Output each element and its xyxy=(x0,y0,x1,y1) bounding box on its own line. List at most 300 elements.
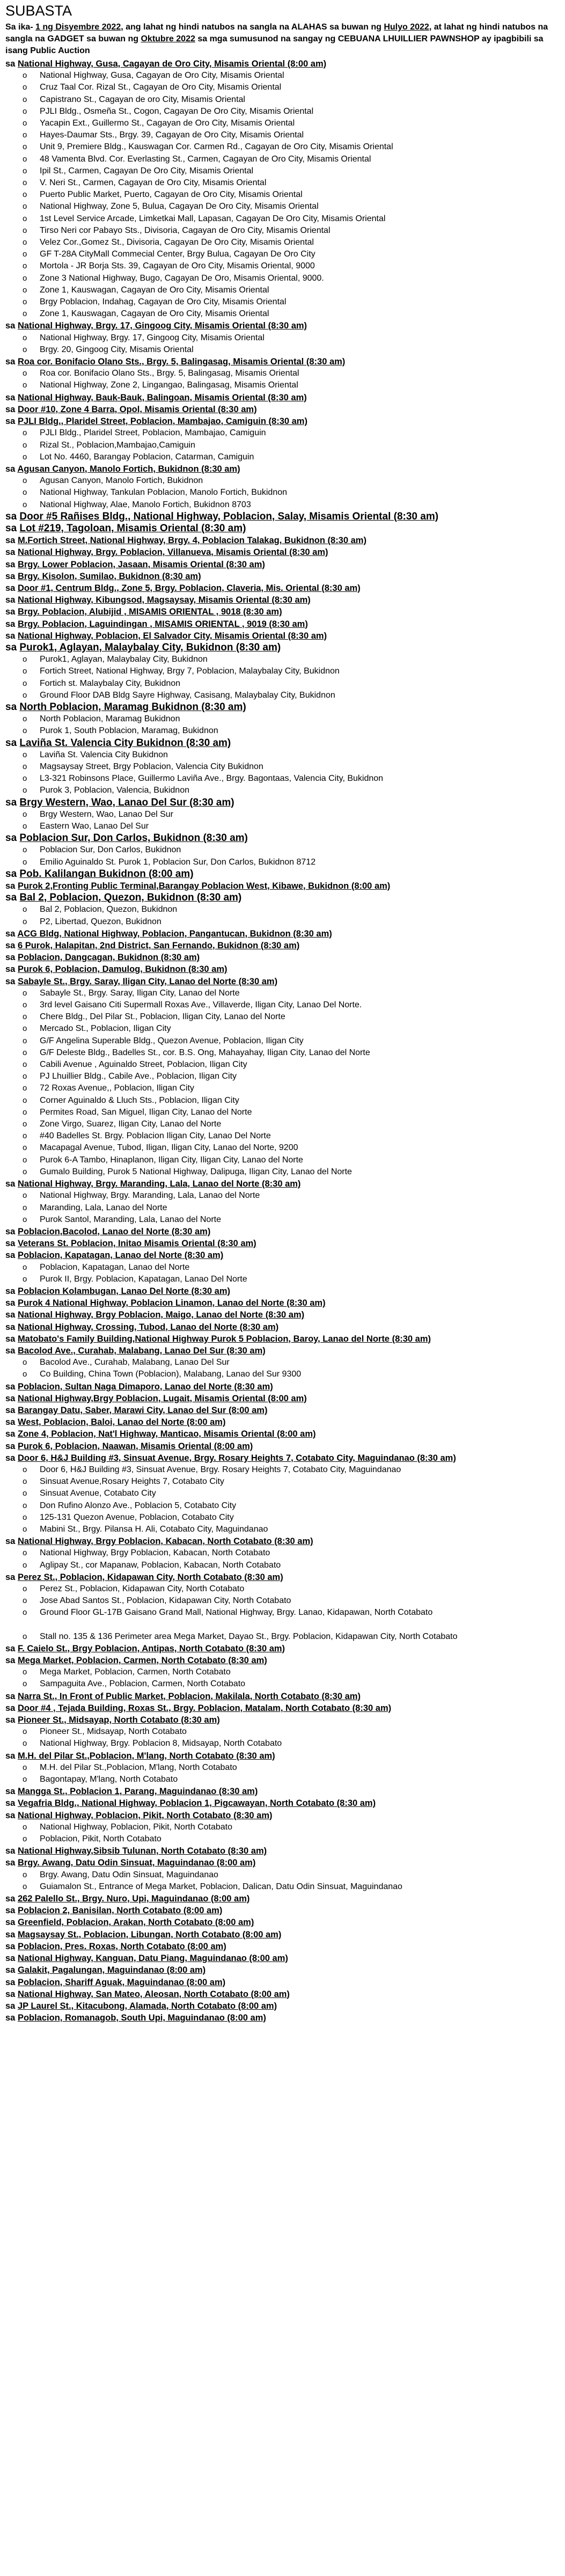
branch-section xyxy=(5,1797,560,1809)
branch-list xyxy=(5,1583,560,1643)
section-prefix: sa xyxy=(5,1953,18,1964)
branch-address: o Purok1, Aglayan, Malaybalay City, Bukidnon xyxy=(40,654,560,665)
section-prefix: sa xyxy=(5,631,18,641)
branch-address: o Eastern Wao, Lanao Del Sur xyxy=(40,821,560,832)
section-prefix: sa xyxy=(5,976,18,986)
section-prefix: sa xyxy=(5,1787,18,1797)
section-heading xyxy=(5,832,560,844)
branch-address: o GF T-28A CityMall Commecial Center, Brgy Bulua, Cagayan De Oro City xyxy=(40,248,560,260)
section-heading xyxy=(5,606,560,618)
section-prefix: sa xyxy=(5,1715,18,1725)
branch-list xyxy=(5,1821,560,1845)
branch-address: o Ipil St., Carmen, Cagayan De Oro City, Misamis Oriental xyxy=(40,165,560,177)
section-title: National Highway, Bauk-Bauk, Balingoan, Misamis Oriental (8:30 am) xyxy=(17,392,307,402)
branch-list xyxy=(5,904,560,927)
section-title: Roa cor. Bonifacio Olano Sts., Brgy. 5, Balingasag, Misamis Oriental (8:30 am) xyxy=(17,357,346,367)
section-prefix: sa xyxy=(5,59,18,69)
section-title: Laviña St. Valencia City Bukidnon (8:30 am) xyxy=(19,737,231,749)
branch-section xyxy=(5,952,560,963)
section-prefix: sa xyxy=(5,559,18,569)
section-title: Purok 4 National Highway, Poblacion Linamon, Lanao del Norte (8:30 am) xyxy=(17,1298,326,1308)
branch-list xyxy=(5,654,560,701)
branch-section xyxy=(5,1238,560,1249)
branch-address: o Fortich st. Malaybalay City, Bukidnon xyxy=(40,678,560,690)
section-heading xyxy=(5,1845,560,1857)
section-heading xyxy=(5,1238,560,1249)
section-prefix: sa xyxy=(5,1286,18,1296)
section-title: Brgy. Poblacion, Alubijid , MISAMIS ORIENTAL , 9018 (8:30 am) xyxy=(17,607,282,617)
branch-address: o Fortich Street, National Highway, Brgy 7, Poblacion, Malaybalay City, Bukidnon xyxy=(40,665,560,677)
section-heading xyxy=(5,1893,560,1905)
section-prefix: sa xyxy=(5,1906,18,1916)
branch-section xyxy=(5,1857,560,1893)
section-heading xyxy=(5,415,560,427)
section-heading xyxy=(5,940,560,952)
branch-address: o Jose Abad Santos St., Poblacion, Kidapawan City, North Cotabato xyxy=(40,1595,560,1607)
branch-section xyxy=(5,1321,560,1333)
branch-list xyxy=(5,427,560,463)
section-heading xyxy=(5,1333,560,1345)
branch-address: o Hayes-Daumar Sts., Brgy. 39, Cagayan de Oro City, Misamis Oriental xyxy=(40,129,560,141)
section-heading xyxy=(5,797,560,809)
branch-section xyxy=(5,1905,560,1916)
section-heading xyxy=(5,1178,560,1190)
branch-section xyxy=(5,559,560,570)
section-heading xyxy=(5,1702,560,1714)
branch-list xyxy=(5,713,560,737)
branch-section xyxy=(5,1404,560,1416)
section-title: National Highway, Kanguan, Datu Piang, Maguindanao (8:00 am) xyxy=(17,1953,288,1964)
branch-section xyxy=(5,1249,560,1285)
branch-address: o Bal 2, Poblacion, Quezon, Bukidnon xyxy=(40,904,560,916)
section-heading xyxy=(5,1571,560,1583)
section-prefix: sa xyxy=(5,1381,18,1392)
section-prefix: sa xyxy=(5,928,18,939)
section-title: PJLI Bldg., Plaridel Street, Poblacion, Mambajao, Camiguin (8:30 am) xyxy=(17,416,307,427)
section-heading xyxy=(5,1941,560,1952)
section-prefix: sa xyxy=(5,1846,18,1856)
section-heading xyxy=(5,1249,560,1261)
section-heading xyxy=(5,1905,560,1916)
section-prefix: sa xyxy=(5,416,18,427)
section-prefix: sa xyxy=(5,1441,18,1451)
branch-address: o National Highway, Brgy. Poblacion 8, Midsayap, North Cotabato xyxy=(40,1738,560,1750)
branch-address: o Sinsuat Avenue,Rosary Heights 7, Cotabato City xyxy=(40,1476,560,1488)
branch-section xyxy=(5,1428,560,1440)
section-prefix: sa xyxy=(5,892,20,904)
branch-address: o Stall no. 135 & 136 Perimeter area Mega Market, Dayao St., Brgy. Poblacion, Kidapawan City, North Cotabato xyxy=(40,1631,560,1643)
branch-address: o Mortola - JR Borja Sts. 39, Cagayan de Oro City, Misamis Oriental, 9000 xyxy=(40,260,560,272)
section-heading xyxy=(5,1297,560,1309)
branch-address: o M.H. del Pilar St.,Poblacion, M'lang, North Cotabato xyxy=(40,1762,560,1774)
section-title: Lot #219, Tagoloan, Misamis Oriental (8:30 am) xyxy=(19,522,246,534)
branch-address: o G/F Angelina Superable Bldg., Quezon Avenue, Poblacion, Iligan City xyxy=(40,1035,560,1047)
branch-address: o Mabini St., Brgy. Pilansa H. Ali, Cotabato City, Maguindanao xyxy=(40,1524,560,1535)
branch-address: o Poblacion, Pikit, North Cotabato xyxy=(40,1833,560,1845)
branch-section xyxy=(5,701,560,737)
section-title: Magsaysay St., Poblacion, Libungan, North Cotabato (8:00 am) xyxy=(17,1929,282,1940)
section-prefix: sa xyxy=(5,1858,18,1868)
section-prefix: sa xyxy=(5,522,20,534)
branch-address: o G/F Deleste Bldg., Badelles St., cor. B.S. Ong, Mahayahay, Iligan City, Lanao del Norte xyxy=(40,1047,560,1059)
branch-list xyxy=(5,749,560,797)
branch-address: o Velez Cor.,Gomez St., Divisoria, Cagayan De Oro City, Misamis Oriental xyxy=(40,237,560,248)
section-heading xyxy=(5,928,560,940)
branch-address: o P2, Libertad, Quezon, Bukidnon xyxy=(40,916,560,928)
section-heading xyxy=(5,392,560,404)
branch-list xyxy=(5,70,560,320)
branch-list xyxy=(5,987,560,1178)
branch-address: o Bacolod Ave., Curahab, Malabang, Lanao Del Sur xyxy=(40,1357,560,1368)
section-prefix: sa xyxy=(5,547,18,558)
section-heading xyxy=(5,1690,560,1702)
section-prefix: sa xyxy=(5,881,18,891)
section-prefix: sa xyxy=(5,1643,18,1653)
section-title: Poblacion, Sultan Naga Dimaporo, Lanao del Norte (8:30 am) xyxy=(17,1381,273,1392)
branch-address: o 125-131 Quezon Avenue, Poblacion, Cotabato City xyxy=(40,1512,560,1524)
branch-list xyxy=(5,844,560,868)
section-heading xyxy=(5,1321,560,1333)
section-prefix: sa xyxy=(5,1453,18,1463)
auction-date: 1 ng Disyembre 2022 xyxy=(35,23,121,32)
section-title: National Highway, Crossing, Tubod, Lanao del Norte (8:30 am) xyxy=(17,1322,279,1332)
branch-address: o Pioneer St., Midsayap, North Cotabato xyxy=(40,1726,560,1738)
branch-address: o Puerto Public Market, Puerto, Cagayan de Oro City, Misamis Oriental xyxy=(40,189,560,201)
section-heading xyxy=(5,1416,560,1428)
branch-section xyxy=(5,1941,560,1952)
section-title: Door 6, H&J Building #3, Sinsuat Avenue, Brgy. Rosary Heights 7, Cotabato City, Maguindanao (8:30 am) xyxy=(17,1453,456,1463)
section-prefix: sa xyxy=(5,583,18,593)
section-heading xyxy=(5,1857,560,1869)
branch-address: o 48 Vamenta Blvd. Cor. Everlasting St., Carmen, Cagayan de Oro City, Misamis Oriental xyxy=(40,153,560,165)
section-prefix: sa xyxy=(5,1977,18,1987)
branch-section xyxy=(5,1810,560,1846)
branch-address: o National Highway, Brgy. Maranding, Lala, Lanao del Norte xyxy=(40,1190,560,1202)
section-heading xyxy=(5,1226,560,1238)
branch-address: o Co Building, China Town (Poblacion), Malabang, Lanao del Sur 9300 xyxy=(40,1368,560,1380)
branch-address: o 3rd level Gaisano Citi Supermall Roxas Ave., Villaverde, Iligan City, Lanao Del Norte. xyxy=(40,999,560,1011)
section-prefix: sa xyxy=(5,1310,18,1320)
branch-section xyxy=(5,1714,560,1750)
branch-section xyxy=(5,832,560,868)
section-heading xyxy=(5,463,560,475)
branch-address: o National Highway, Tankulan Poblacion, Manolo Fortich, Bukidnon xyxy=(40,487,560,499)
branch-address: o Laviña St. Valencia City Bukidnon xyxy=(40,749,560,761)
branch-section xyxy=(5,1345,560,1381)
section-heading xyxy=(5,2000,560,2012)
section-prefix: sa xyxy=(5,321,18,331)
branch-section xyxy=(5,1416,560,1428)
branch-list xyxy=(5,475,560,511)
branch-list xyxy=(5,1869,560,1893)
section-prefix: sa xyxy=(5,868,20,880)
branch-address: o Cabili Avenue , Aguinaldo Street, Poblacion, Iligan City xyxy=(40,1059,560,1071)
section-prefix: sa xyxy=(5,641,20,653)
branch-section xyxy=(5,1845,560,1857)
section-title: Bal 2, Poblacion, Quezon, Bukidnon (8:30 am) xyxy=(19,892,242,904)
section-heading xyxy=(5,404,560,415)
branch-address: o Agusan Canyon, Manolo Fortich, Bukidnon xyxy=(40,475,560,487)
section-title: F. Caielo St., Brgy Poblacion, Antipas, North Cotabato (8:30 am) xyxy=(17,1643,285,1653)
intro-text-3: , at lahat ng hindi natubos na sangla na GADGET sa buwan ng xyxy=(5,23,548,43)
section-heading xyxy=(5,1381,560,1393)
branch-section xyxy=(5,1309,560,1321)
section-prefix: sa xyxy=(5,1703,18,1713)
branch-section xyxy=(5,1571,560,1643)
section-prefix: sa xyxy=(5,1417,18,1428)
branch-address: o Aglipay St., cor Mapanaw, Poblacion, Kabacan, North Cotabato xyxy=(40,1560,560,1571)
branch-section xyxy=(5,1381,560,1393)
section-title: Brgy. Lower Poblacion, Jasaan, Misamis Oriental (8:30 am) xyxy=(17,559,265,569)
branch-address: o Chere Bldg., Del Pilar St., Poblacion, Iligan City, Lanao del Norte xyxy=(40,1011,560,1023)
section-prefix: sa xyxy=(5,941,18,951)
branch-section xyxy=(5,797,560,833)
branch-address: o Mercado St., Poblacion, Iligan City xyxy=(40,1023,560,1035)
section-title: 6 Purok, Halapitan, 2nd District, San Fernando, Bukidnon (8:30 am) xyxy=(17,941,300,951)
branch-section xyxy=(5,1333,560,1345)
branch-address: o Don Rufino Alonzo Ave., Poblacion 5, Cotabato City xyxy=(40,1500,560,1512)
branch-address: o Mega Market, Poblacion, Carmen, North Cotabato xyxy=(40,1666,560,1678)
branch-section xyxy=(5,1178,560,1226)
section-title: Barangay Datu, Saber, Marawi City, Lanao del Sur (8:00 am) xyxy=(17,1405,268,1415)
section-heading xyxy=(5,618,560,630)
section-prefix: sa xyxy=(5,1894,18,1904)
section-prefix: sa xyxy=(5,1810,18,1820)
section-title: Brgy. Kisolon, Sumilao, Bukidnon (8:30 am) xyxy=(17,571,201,581)
section-title: National Highway, Brgy Poblacion, Maigo, Lanao del Norte (8:30 am) xyxy=(17,1310,305,1320)
branch-section xyxy=(5,1393,560,1404)
branch-section xyxy=(5,1964,560,1976)
section-title: National Highway, Poblacion, Pikit, North Cotabato (8:30 am) xyxy=(17,1810,273,1820)
section-prefix: sa xyxy=(5,2013,18,2023)
section-title: Poblacion, Dangcagan, Bukidnon (8:30 am) xyxy=(17,953,200,963)
branch-section xyxy=(5,868,560,880)
intro-text-4: sa mga sumusunod na sangay ng CEBUANA LHUILLIER PAWNSHOP ay ipagbibili sa isang Public Auction xyxy=(5,34,544,55)
branch-address: o National Highway, Brgy Poblacion, Kabacan, North Cotabato xyxy=(40,1547,560,1559)
section-title: Poblacion,Bacolod, Lanao del Norte (8:30 am) xyxy=(17,1226,211,1236)
branch-address: o Permites Road, San Miguel, Iligan City, Lanao del Norte xyxy=(40,1107,560,1118)
section-title: Poblacion 2, Banisilan, North Cotabato (8:00 am) xyxy=(17,1906,223,1916)
branch-address: o Ground Floor GL-17B Gaisano Grand Mall, National Highway, Brgy. Lanao, Kidapawan, North Cotabato xyxy=(40,1607,560,1619)
branch-section xyxy=(5,618,560,630)
branch-address: o Brgy Western, Wao, Lanao Del Sur xyxy=(40,809,560,821)
branch-address: o Purok II, Brgy. Poblacion, Kapatagan, Lanao Del Norte xyxy=(40,1274,560,1285)
branch-section xyxy=(5,463,560,511)
branch-section xyxy=(5,1440,560,1452)
branch-address: o Sinsuat Avenue, Cotabato City xyxy=(40,1488,560,1499)
branch-section xyxy=(5,928,560,940)
gadget-month: Oktubre 2022 xyxy=(141,34,195,43)
section-heading xyxy=(5,1309,560,1321)
section-title: West, Poblacion, Baloi, Lanao del Norte (8:00 am) xyxy=(17,1417,226,1428)
section-title: North Poblacion, Maramag Bukidnon (8:30 am) xyxy=(19,701,246,713)
branch-section xyxy=(5,880,560,892)
section-prefix: sa xyxy=(5,619,18,629)
branch-address: o Poblacion, Kapatagan, Lanao del Norte xyxy=(40,1262,560,1274)
section-title: Narra St., In Front of Public Market, Poblacion, Makilala, North Cotabato (8:30 am) xyxy=(17,1691,361,1701)
section-heading xyxy=(5,2012,560,2024)
section-title: Greenfield, Poblacion, Arakan, North Cotabato (8:00 am) xyxy=(17,1918,254,1928)
section-prefix: sa xyxy=(5,510,20,522)
section-heading xyxy=(5,1643,560,1655)
section-title: Galakit, Pagalungan, Maguindanao (8:00 am) xyxy=(17,1965,206,1975)
section-heading xyxy=(5,880,560,892)
branch-address: o Brgy Poblacion, Indahag, Cagayan de Oro City, Misamis Oriental xyxy=(40,296,560,308)
branch-section xyxy=(5,594,560,606)
branch-section xyxy=(5,1785,560,1797)
branch-address: o Zone 1, Kauswagan, Cagayan de Oro City, Misamis Oriental xyxy=(40,308,560,320)
section-prefix: sa xyxy=(5,701,20,713)
branch-list xyxy=(5,1357,560,1380)
branch-address: o Zone 1, Kauswagan, Cagayan de Oro City, Misamis Oriental xyxy=(40,284,560,296)
section-heading xyxy=(5,546,560,558)
branch-section xyxy=(5,1643,560,1655)
section-title: Purok 6, Poblacion, Damulog, Bukidnon (8:30 am) xyxy=(17,964,228,975)
section-heading xyxy=(5,952,560,963)
branch-address: o National Highway, Alae, Manolo Fortich, Bukidnon 8703 xyxy=(40,499,560,511)
section-prefix: sa xyxy=(5,1334,18,1344)
branch-address: o Purok 3, Poblacion, Valencia, Bukidnon xyxy=(40,785,560,796)
section-title: Perez St., Poblacion, Kidapawan City, North Cotabato (8:30 am) xyxy=(17,1572,283,1582)
section-heading xyxy=(5,1393,560,1404)
section-title: National Highway, Kibungsod, Magsaysay, Misamis Oriental (8:30 am) xyxy=(17,595,311,605)
section-heading xyxy=(5,1655,560,1666)
section-title: Door #1, Centrum Bldg., Zone 5, Brgy. Poblacion, Claveria, Mis. Oriental (8:30 am) xyxy=(17,583,361,593)
branch-address: o Yacapin Ext., Guillermo St., Cagayan de Oro City, Misamis Oriental xyxy=(40,118,560,129)
section-heading xyxy=(5,1810,560,1821)
section-heading xyxy=(5,976,560,987)
branch-section xyxy=(5,356,560,392)
section-title: Bacolod Ave., Curahab, Malabang, Lanao Del Sur (8:30 am) xyxy=(17,1345,266,1356)
section-title: Poblacion, Kapatagan, Lanao del Norte (8:30 am) xyxy=(17,1250,224,1261)
branch-section xyxy=(5,2012,560,2024)
section-title: Purok 2,Fronting Public Terminal,Barangay Poblacion West, Kibawe, Bukidnon (8:00 am) xyxy=(17,881,391,891)
section-prefix: sa xyxy=(5,1965,18,1975)
section-prefix: sa xyxy=(5,1751,18,1761)
section-title: National Highway, Brgy. 17, Gingoog City, Misamis Oriental (8:30 am) xyxy=(17,321,307,331)
section-title: Pioneer St., Midsayap, North Cotabato (8:30 am) xyxy=(17,1715,220,1725)
branch-list xyxy=(5,1262,560,1285)
branch-section xyxy=(5,1893,560,1905)
branch-address: o L3-321 Robinsons Place, Guillermo Laviña Ave., Brgy. Bagontaas, Valencia City, Bukidnon xyxy=(40,773,560,785)
branch-address: o 72 Roxas Avenue,, Poblacion, Iligan City xyxy=(40,1082,560,1094)
branch-address: o Brgy. Awang, Datu Odin Sinsuat, Maguindanao xyxy=(40,1869,560,1881)
branch-section xyxy=(5,582,560,594)
section-heading xyxy=(5,559,560,570)
section-title: Poblacion Kolambugan, Lanao Del Norte (8:30 am) xyxy=(17,1286,231,1296)
section-title: National Highway,Brgy Poblacion, Lugait, Misamis Oriental (8:00 am) xyxy=(17,1393,307,1403)
branch-section xyxy=(5,1988,560,2000)
branch-address: o PJLI Bldg., Plaridel Street, Poblacion, Mambajao, Camiguin xyxy=(40,427,560,439)
section-heading xyxy=(5,356,560,368)
branch-section xyxy=(5,1226,560,1238)
section-title: Poblacion, Shariff Aguak, Maguindanao (8:00 am) xyxy=(17,1977,226,1987)
section-title: ACG Bldg, National Highway, Poblacion, Pangantucan, Bukidnon (8:30 am) xyxy=(17,928,332,939)
branch-section xyxy=(5,1977,560,1988)
branch-section xyxy=(5,737,560,797)
branch-address: o Ground Floor DAB Bldg Sayre Highway, Casisang, Malaybalay City, Bukidnon xyxy=(40,690,560,701)
section-heading xyxy=(5,1345,560,1357)
section-heading xyxy=(5,582,560,594)
branch-section xyxy=(5,58,560,320)
branch-section xyxy=(5,963,560,975)
branch-address: o National Highway, Gusa, Cagayan de Oro City, Misamis Oriental xyxy=(40,70,560,82)
branch-section xyxy=(5,570,560,582)
page-title: SUBASTA xyxy=(5,3,72,19)
branch-address: o Macapagal Avenue, Tubod, Iligan, Iligan City, Lanao del Norte, 9200 xyxy=(40,1142,560,1154)
branch-section xyxy=(5,1285,560,1297)
branch-section xyxy=(5,1929,560,1941)
section-title: Brgy. Awang, Datu Odin Sinsuat, Maguindanao (8:00 am) xyxy=(17,1858,256,1868)
section-heading xyxy=(5,1440,560,1452)
section-heading xyxy=(5,868,560,880)
branch-address: o Purok 6-A Tambo, Hinaplanon, Iligan City, Iligan City, Lanao del Norte xyxy=(40,1154,560,1166)
section-title: Matobato's Family Building,National Highway Purok 5 Poblacion, Baroy, Lanao del Norte (8:30 am) xyxy=(17,1334,431,1344)
section-title: Pob. Kalilangan Bukidnon (8:00 am) xyxy=(19,868,194,880)
section-title: National Highway, Brgy Poblacion, Kabacan, North Cotabato (8:30 am) xyxy=(17,1536,313,1547)
section-heading xyxy=(5,630,560,642)
section-title: Sabayle St., Brgy. Saray, Iligan City, Lanao del Norte (8:30 am) xyxy=(17,976,278,986)
section-prefix: sa xyxy=(5,571,18,581)
section-title: M.Fortich Street, National Highway, Brgy. 4, Poblacion Talakag, Bukidnon (8:30 am) xyxy=(17,536,366,546)
section-prefix: sa xyxy=(5,607,18,617)
section-title: Purok 6, Poblacion, Naawan, Misamis Oriental (8:00 am) xyxy=(17,1441,253,1451)
branch-address: o Emilio Aguinaldo St. Purok 1, Poblacion Sur, Don Carlos, Bukidnon 8712 xyxy=(40,857,560,868)
intro-text-2: , ang lahat ng hindi natubos na sangla na ALAHAS sa buwan ng xyxy=(121,23,384,32)
section-prefix: sa xyxy=(5,1226,18,1236)
section-heading xyxy=(5,737,560,749)
section-heading xyxy=(5,963,560,975)
branch-address: o Brgy. 20, Gingoog City, Misamis Oriental xyxy=(40,344,560,356)
section-title: 262 Palello St., Brgy. Nuro, Upi, Maguindanao (8:00 am) xyxy=(17,1894,250,1904)
section-heading xyxy=(5,1428,560,1440)
section-prefix: sa xyxy=(5,1345,18,1356)
section-prefix: sa xyxy=(5,1691,18,1701)
section-prefix: sa xyxy=(5,392,18,402)
branch-section xyxy=(5,320,560,356)
branch-section xyxy=(5,630,560,642)
section-prefix: sa xyxy=(5,1989,18,1999)
branch-list xyxy=(5,1464,560,1535)
branch-address: o Guiamalon St., Entrance of Mega Market, Poblacion, Dalican, Datu Odin Sinsuat, Maguindanao xyxy=(40,1881,560,1893)
branch-list xyxy=(5,332,560,356)
section-title: JP Laurel St., Kitacubong, Alamada, North Cotabato (8:00 am) xyxy=(17,2001,277,2011)
section-heading xyxy=(5,570,560,582)
branch-address: o Capistrano St., Cagayan de oro City, Misamis Oriental xyxy=(40,94,560,106)
branch-address: o PJ Lhuillier Bldg., Cabile Ave., Poblacion, Iligan City xyxy=(40,1071,560,1082)
section-prefix: sa xyxy=(5,1298,18,1308)
section-title: Agusan Canyon, Manolo Fortich, Bukidnon (8:30 am) xyxy=(17,464,240,474)
section-title: National Highway,Sibsib Tulunan, North Cotabato (8:30 am) xyxy=(17,1846,267,1856)
branch-list xyxy=(5,368,560,391)
section-title: Door #10, Zone 4 Barra, Opol, Misamis Oriental (8:30 am) xyxy=(17,404,257,414)
section-prefix: sa xyxy=(5,1536,18,1547)
section-heading xyxy=(5,1952,560,1964)
section-title: Poblacion, Romanagob, South Upi, Maguindanao (8:00 am) xyxy=(17,2013,266,2023)
branch-address: o Cruz Taal Cor. Rizal St., Cagayan de Oro City, Misamis Oriental xyxy=(40,82,560,93)
branch-address: o Door 6, H&J Building #3, Sinsuat Avenue, Brgy. Rosary Heights 7, Cotabato City, Maguindanao xyxy=(40,1464,560,1476)
branch-address: o Lot No. 4460, Barangay Poblacion, Catarman, Camiguin xyxy=(40,451,560,463)
branch-address: o National Highway, Brgy. 17, Gingoog City, Misamis Oriental xyxy=(40,332,560,344)
branch-section xyxy=(5,1535,560,1571)
section-prefix: sa xyxy=(5,737,20,749)
branch-address: o North Poblacion, Maramag Bukidnon xyxy=(40,713,560,725)
section-prefix: sa xyxy=(5,357,18,367)
branch-section xyxy=(5,546,560,558)
branch-address: o Gumalo Building, Purok 5 National Highway, Dalipuga, Iligan City, Lanao del Norte xyxy=(40,1166,560,1178)
branch-address: o Roa cor. Bonifacio Olano Sts., Brgy. 5, Balingasag, Misamis Oriental xyxy=(40,368,560,379)
section-title: Poblacion Sur, Don Carlos, Bukidnon (8:30 am) xyxy=(19,832,248,844)
